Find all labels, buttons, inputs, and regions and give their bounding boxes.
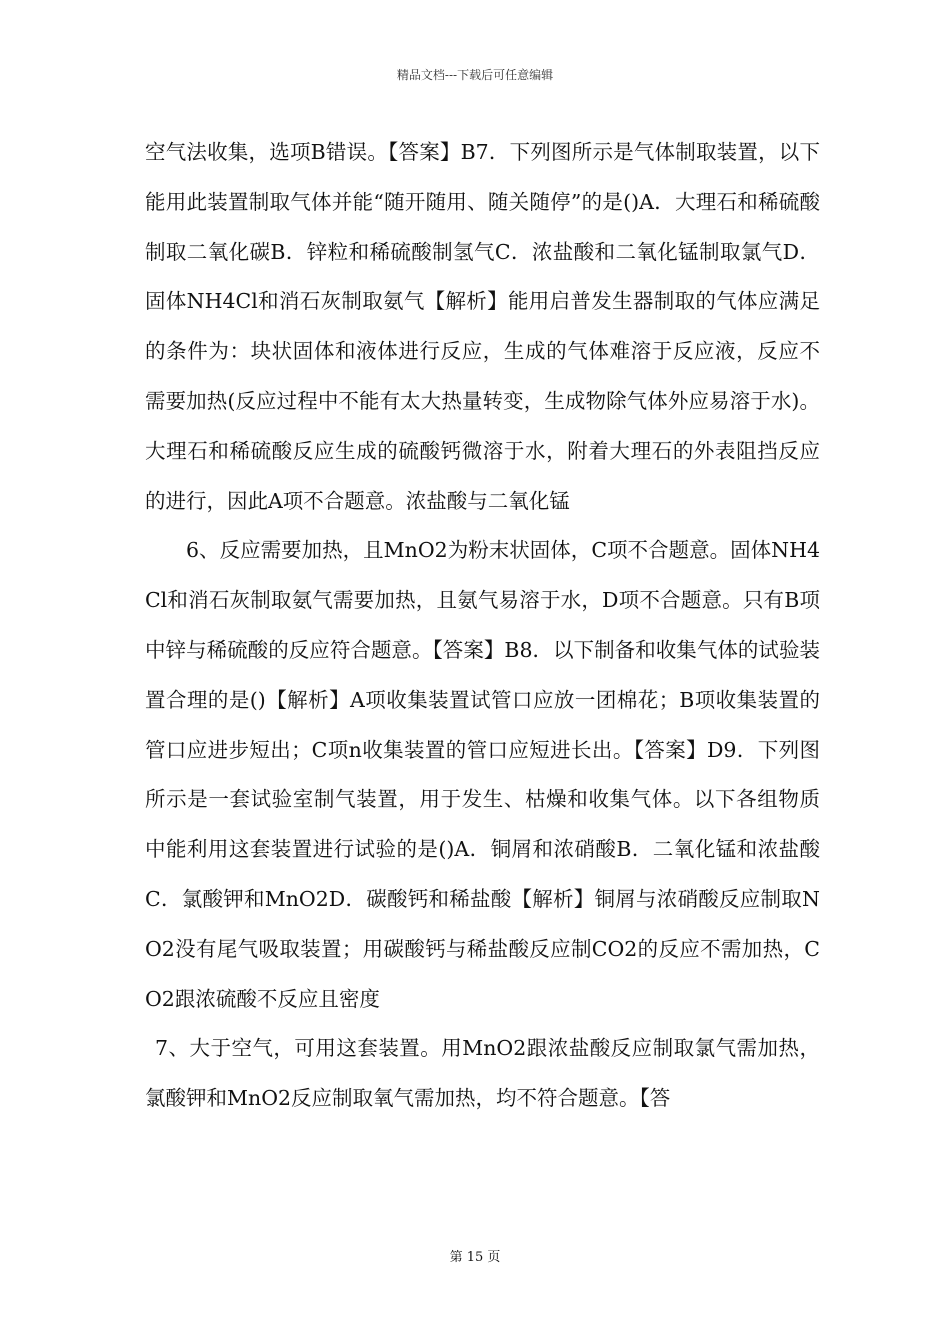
paragraph-3: 7、大于空气，可用这套装置。用MnO2跟浓盐酸反应制取氯气需加热，氯酸钾和MnO2反应制取氧气需加热，均不符合题意。【答: [145, 1036, 820, 1111]
paragraph-2: 6、反应需要加热，且MnO2为粉末状固体，C项不合题意。固体NH4Cl和消石灰制取氨气需要加热，且氨气易溶于水，D项不合题意。只有B项中锌与稀硫酸的反应符合题意。【答案】B8．以下制备和收集气体的试验装置合理的是()【解析】A项收集装置试管口应放一团棉花；B项收集装置的管口应进步短出；C项n收集装置的管口应短进长出。【答案】D9．下列图所示是一套试验室制气装置，用于发生、枯燥和收集气体。以下各组物质中能利用这套装置进行试验的是()A．铜屑和浓硝酸B．二氧化锰和浓盐酸C．氯酸钾和MnO2D．碳酸钙和稀盐酸【解析】铜屑与浓硝酸反应制取NO2没有尾气吸取装置；用碳酸钙与稀盐酸反应制CO2的反应不需加热，CO2跟浓硫酸不反应且密度: [145, 538, 820, 1011]
page-number: 第 15 页: [449, 1250, 501, 1265]
paragraph-1: 空气法收集，选项B错误。【答案】B7．下列图所示是气体制取装置，以下能用此装置制取气体并能“随开随用、随关随停”的是()A．大理石和稀硫酸制取二氧化碳B．锌粒和稀硫酸制氢气C．浓盐酸和二氧化锰制取氯气D．固体NH4Cl和消石灰制取氨气【解析】能用启普发生器制取的气体应满足的条件为：块状固体和液体进行反应，生成的气体难溶于反应液，反应不需要加热(反应过程中不能有太大热量转变，生成物除气体外应易溶于水)。大理石和稀硫酸反应生成的硫酸钙微溶于水，附着大理石的外表阻挡反应的进行，因此A项不合题意。浓盐酸与二氧化锰: [145, 140, 820, 513]
page-header: 精品文档---下载后可任意编辑: [396, 68, 554, 82]
document-body: [145, 128, 820, 1124]
